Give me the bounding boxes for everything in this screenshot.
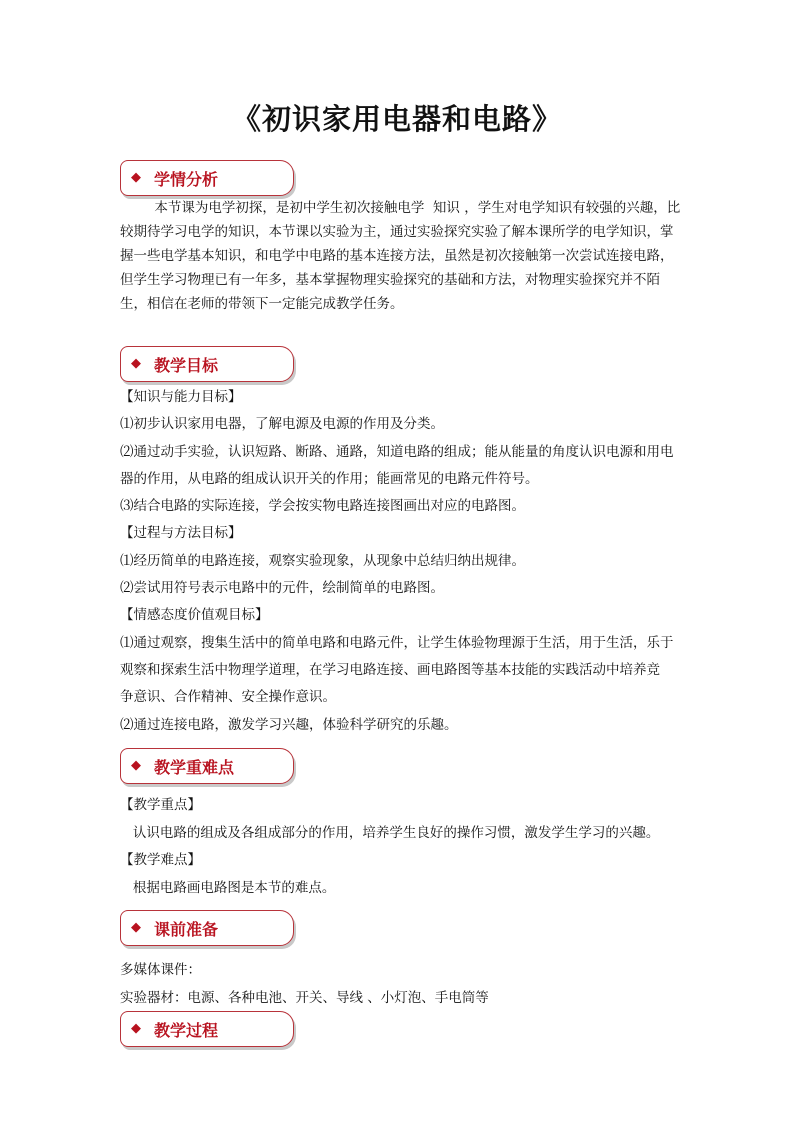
- diamond-icon: ◆: [131, 1021, 141, 1036]
- text-line: 较期待学习电学的知识，本节课以实验为主，通过实验探究实验了解本课所学的电学知识，掌: [120, 224, 674, 240]
- text-line: 生，相信在老师的带领下一定能完成教学任务。: [120, 296, 404, 312]
- section-label: 学情分析: [154, 170, 219, 189]
- diamond-icon: ◆: [131, 758, 141, 773]
- text-line: 争意识、合作精神、安全操作意识。: [120, 689, 336, 706]
- text-line: 本节课为电学初探，是初中学生初次接触电学 知识 ，学生对电学知识有较强的兴趣，比: [120, 200, 681, 216]
- goals-list: [120, 384, 680, 739]
- text-line: 实验器材：电源、各种电池、开关、导线 、小灯泡、手电筒等: [120, 990, 489, 1006]
- diamond-icon: ◆: [131, 170, 141, 185]
- text-line: 观察和探索生活中物理学道理，在学习电路连接、画电路图等基本技能的实践活动中培养竞: [120, 661, 660, 678]
- section-header-process: [120, 1011, 294, 1047]
- text-line: 握一些电学基本知识，和电学中电路的基本连接方法，虽然是初次接触第一次尝试连接电路，: [120, 248, 674, 264]
- text-line: ⑴经历简单的电路连接，观察实验现象，从现象中总结归纳出规律。: [120, 552, 525, 569]
- text-line: ⑴初步认识家用电器，了解电源及电源的作用及分类。: [120, 416, 444, 433]
- diamond-icon: ◆: [131, 920, 141, 935]
- diamond-icon: ◆: [131, 356, 141, 371]
- text-line: 【教学难点】: [120, 852, 201, 868]
- intro-paragraph: [120, 196, 680, 316]
- text-line: 【教学重点】: [120, 797, 201, 813]
- text-line: ⑵尝试用符号表示电路中的元件，绘制简单的电路图。: [120, 580, 444, 597]
- section-header-goals: [120, 346, 294, 382]
- text-line: ⑴通过观察，搜集生活中的简单电路和电路元件，让学生体验物理源于生活，用于生活，乐于: [120, 634, 674, 651]
- section-header-preparation: [120, 910, 294, 946]
- text-line: ⑶结合电路的实际连接，学会按实物电路连接图画出对应的电路图。: [120, 498, 525, 515]
- text-line: 【情感态度价值观目标】: [120, 607, 269, 624]
- text-line: ⑵通过连接电路，激发学习兴趣，体验科学研究的乐趣。: [120, 716, 458, 733]
- text-line: 【知识与能力目标】: [120, 389, 242, 405]
- document-title: 《初识家用电器和电路》: [231, 102, 562, 136]
- text-line: 多媒体课件：: [120, 962, 201, 978]
- text-line: 根据电路画电路图是本节的难点。: [120, 879, 336, 896]
- text-line: 器的作用，从电路的组成认识开关的作用；能画常见的电路元件符号。: [120, 470, 539, 487]
- key-points-list: [120, 792, 680, 902]
- text-line: 【过程与方法目标】: [120, 525, 242, 542]
- section-header-key-points: [120, 748, 294, 784]
- text-line: 认识电路的组成及各组成部分的作用，培养学生良好的操作习惯，激发学生学习的兴趣。: [120, 824, 660, 841]
- section-label: 教学目标: [154, 356, 219, 375]
- preparation-list: [120, 956, 680, 1012]
- section-label: 教学重难点: [154, 758, 235, 777]
- section-header-analysis: [120, 160, 294, 196]
- text-line: 但学生学习物理已有一年多，基本掌握物理实验探究的基础和方法，对物理实验探究并不陌: [120, 272, 660, 288]
- section-label: 课前准备: [154, 920, 219, 939]
- text-line: ⑵通过动手实验，认识短路、断路、通路，知道电路的组成；能从能量的角度认识电源和用电: [120, 443, 674, 460]
- section-label: 教学过程: [154, 1021, 219, 1040]
